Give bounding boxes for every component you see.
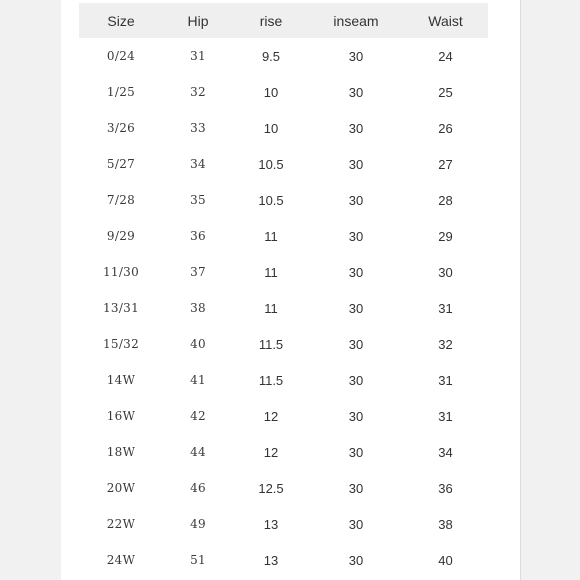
cell-rise: 11.5 <box>258 372 284 388</box>
cell-hip: 42 <box>190 409 206 423</box>
cell-waist: 31 <box>438 408 453 424</box>
cell-waist: 27 <box>438 156 453 172</box>
cell-size: 13/31 <box>102 301 140 315</box>
table-row <box>79 470 488 506</box>
cell-size: 0/24 <box>106 49 136 63</box>
cell-hip: 35 <box>190 193 206 207</box>
header-row <box>79 3 488 38</box>
cell-rise: 10 <box>263 120 279 136</box>
table-row <box>79 146 488 182</box>
header-waist: Waist <box>403 3 488 38</box>
cell-hip: 51 <box>190 553 206 567</box>
cell-rise: 12 <box>263 408 279 424</box>
table-row <box>79 254 488 290</box>
cell-waist: 28 <box>438 192 453 208</box>
cell-inseam: 30 <box>348 408 364 424</box>
table-row <box>79 362 488 398</box>
cell-waist: 30 <box>438 264 453 280</box>
cell-rise: 11 <box>264 300 278 316</box>
cell-rise: 12.5 <box>258 480 284 496</box>
cell-rise: 11 <box>264 228 278 244</box>
cell-inseam: 30 <box>348 300 364 316</box>
table-body <box>79 38 488 578</box>
cell-hip: 32 <box>190 85 206 99</box>
cell-inseam: 30 <box>348 516 364 532</box>
cell-rise: 13 <box>263 516 279 532</box>
cell-size: 16W <box>106 409 136 423</box>
cell-hip: 41 <box>190 373 206 387</box>
cell-hip: 38 <box>190 301 206 315</box>
cell-size: 11/30 <box>102 265 140 279</box>
header-size: Size <box>79 3 163 38</box>
cell-waist: 31 <box>438 300 453 316</box>
cell-inseam: 30 <box>348 48 364 64</box>
table-row <box>79 38 488 74</box>
cell-hip: 34 <box>190 157 206 171</box>
cell-size: 1/25 <box>106 85 136 99</box>
cell-waist: 32 <box>438 336 453 352</box>
header-rise: rise <box>233 3 309 38</box>
cell-waist: 38 <box>438 516 453 532</box>
cell-size: 14W <box>106 373 136 387</box>
table-row <box>79 542 488 578</box>
table-row <box>79 326 488 362</box>
cell-waist: 24 <box>438 48 453 64</box>
cell-size: 22W <box>106 517 136 531</box>
cell-rise: 12 <box>263 444 279 460</box>
cell-rise: 9.5 <box>261 48 281 64</box>
cell-hip: 33 <box>190 121 206 135</box>
table-row <box>79 398 488 434</box>
table-row <box>79 434 488 470</box>
cell-rise: 11.5 <box>258 336 284 352</box>
cell-waist: 29 <box>438 228 453 244</box>
cell-size: 24W <box>106 553 136 567</box>
cell-waist: 40 <box>438 552 453 568</box>
cell-rise: 11 <box>264 264 278 280</box>
table-row <box>79 218 488 254</box>
table-row <box>79 290 488 326</box>
table-row <box>79 506 488 542</box>
cell-inseam: 30 <box>348 444 364 460</box>
size-chart-sheet <box>61 0 521 580</box>
table-row <box>79 182 488 218</box>
cell-inseam: 30 <box>348 264 364 280</box>
cell-size: 18W <box>106 445 136 459</box>
cell-waist: 26 <box>438 120 453 136</box>
cell-waist: 36 <box>438 480 453 496</box>
cell-size: 9/29 <box>106 229 136 243</box>
cell-waist: 34 <box>438 444 453 460</box>
cell-inseam: 30 <box>348 192 364 208</box>
cell-hip: 36 <box>190 229 206 243</box>
cell-hip: 44 <box>190 445 206 459</box>
size-chart-table <box>79 3 488 578</box>
table-row <box>79 74 488 110</box>
cell-rise: 10 <box>263 84 279 100</box>
cell-inseam: 30 <box>348 84 364 100</box>
cell-rise: 13 <box>263 552 279 568</box>
cell-waist: 31 <box>438 372 453 388</box>
cell-size: 3/26 <box>106 121 136 135</box>
cell-inseam: 30 <box>348 552 364 568</box>
cell-size: 5/27 <box>106 157 136 171</box>
cell-inseam: 30 <box>348 228 364 244</box>
cell-inseam: 30 <box>348 372 364 388</box>
header-hip: Hip <box>163 3 233 38</box>
cell-size: 15/32 <box>102 337 140 351</box>
table-header <box>79 3 488 38</box>
cell-inseam: 30 <box>348 156 364 172</box>
table-row <box>79 110 488 146</box>
cell-inseam: 30 <box>348 336 364 352</box>
cell-inseam: 30 <box>348 480 364 496</box>
cell-inseam: 30 <box>348 120 364 136</box>
header-inseam: inseam <box>309 3 403 38</box>
cell-hip: 40 <box>190 337 206 351</box>
cell-rise: 10.5 <box>258 192 284 208</box>
cell-size: 7/28 <box>106 193 136 207</box>
cell-hip: 31 <box>190 49 206 63</box>
cell-size: 20W <box>106 481 136 495</box>
cell-hip: 37 <box>190 265 206 279</box>
cell-hip: 49 <box>190 517 206 531</box>
cell-rise: 10.5 <box>258 156 284 172</box>
cell-hip: 46 <box>190 481 206 495</box>
cell-waist: 25 <box>438 84 453 100</box>
